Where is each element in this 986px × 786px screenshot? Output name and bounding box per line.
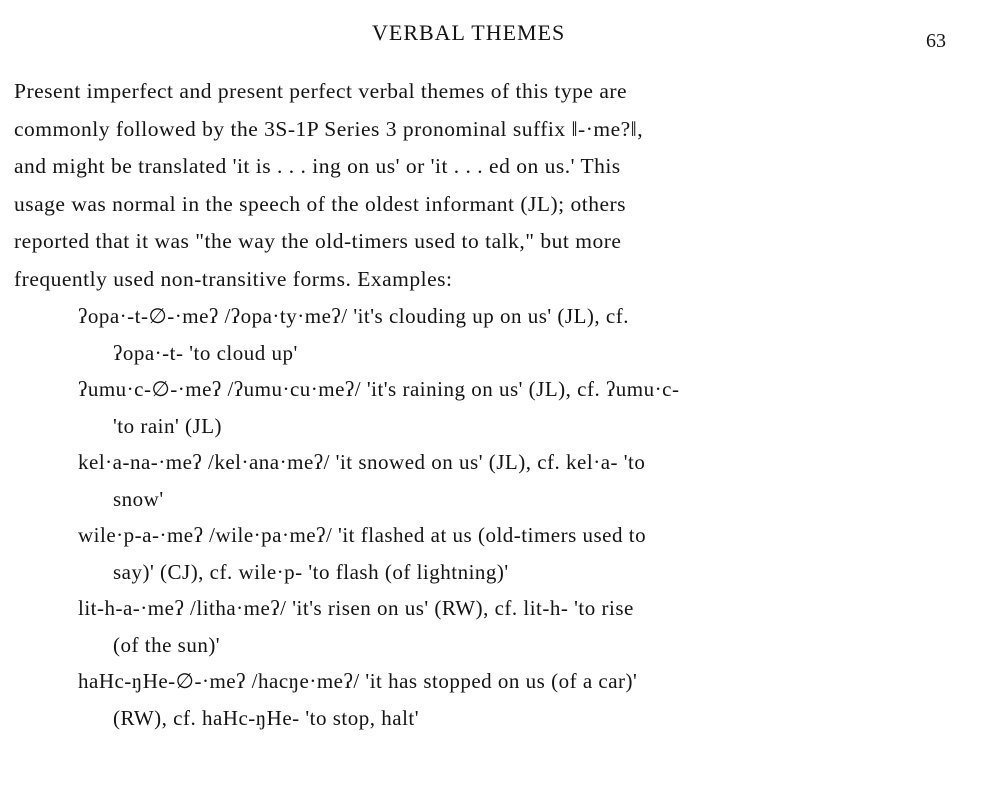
example-line: haHc-ŋHe-∅-·meʔ /hacŋe·meʔ/ 'it has stopped on us (of a car)' bbox=[78, 669, 638, 693]
example-gloss-line: 'to rain' (JL) bbox=[113, 413, 223, 438]
paragraph-line: and might be translated 'it is . . . ing on us' or 'it . . . ed on us.' This bbox=[14, 154, 621, 178]
paragraph-line: frequently used non-transitive forms. Examples: bbox=[14, 266, 453, 291]
running-head-title: VERBAL THEMES bbox=[372, 20, 566, 45]
example-line: wile·p-a-·meʔ /wile·pa·meʔ/ 'it flashed at us (old-timers used to bbox=[78, 523, 647, 547]
example-entry bbox=[78, 517, 973, 590]
example-line: lit-h-a-·meʔ /litha·meʔ/ 'it's risen on us' (RW), cf. lit-h- 'to rise bbox=[78, 596, 634, 620]
body-paragraph bbox=[14, 73, 944, 298]
example-entry bbox=[78, 371, 973, 444]
paragraph-line: usage was normal in the speech of the oldest informant (JL); others bbox=[14, 191, 627, 216]
example-line: ʔopa·-t-∅-·meʔ /ʔopa·ty·meʔ/ 'it's clouding up on us' (JL), cf. bbox=[78, 304, 629, 328]
example-gloss-line: (RW), cf. haHc-ŋHe- 'to stop, halt' bbox=[113, 705, 420, 730]
example-entry bbox=[78, 444, 973, 517]
paragraph-line: commonly followed by the 3S-1P Series 3 pronominal suffix ‖-·me?‖, bbox=[14, 116, 644, 141]
example-gloss-line: ʔopa·-t- 'to cloud up' bbox=[113, 340, 298, 365]
example-entry bbox=[78, 663, 973, 736]
example-entry bbox=[78, 590, 973, 663]
paragraph-line: reported that it was "the way the old-timers used to talk," but more bbox=[14, 229, 622, 253]
example-line: kel·a-na-·meʔ /kel·ana·meʔ/ 'it snowed on us' (JL), cf. kel·a- 'to bbox=[78, 450, 646, 474]
example-gloss-line: (of the sun)' bbox=[113, 632, 221, 657]
paragraph-line: Present imperfect and present perfect verbal themes of this type are bbox=[14, 79, 628, 103]
page-number: 63 bbox=[926, 30, 946, 52]
examples-list bbox=[78, 298, 973, 736]
example-gloss-line: snow' bbox=[113, 486, 164, 511]
example-entry bbox=[78, 298, 973, 371]
example-gloss-line: say)' (CJ), cf. wile·p- 'to flash (of lightning)' bbox=[113, 559, 509, 584]
example-line: ʔumu·c-∅-·meʔ /ʔumu·cu·meʔ/ 'it's raining on us' (JL), cf. ʔumu·c- bbox=[78, 377, 680, 401]
